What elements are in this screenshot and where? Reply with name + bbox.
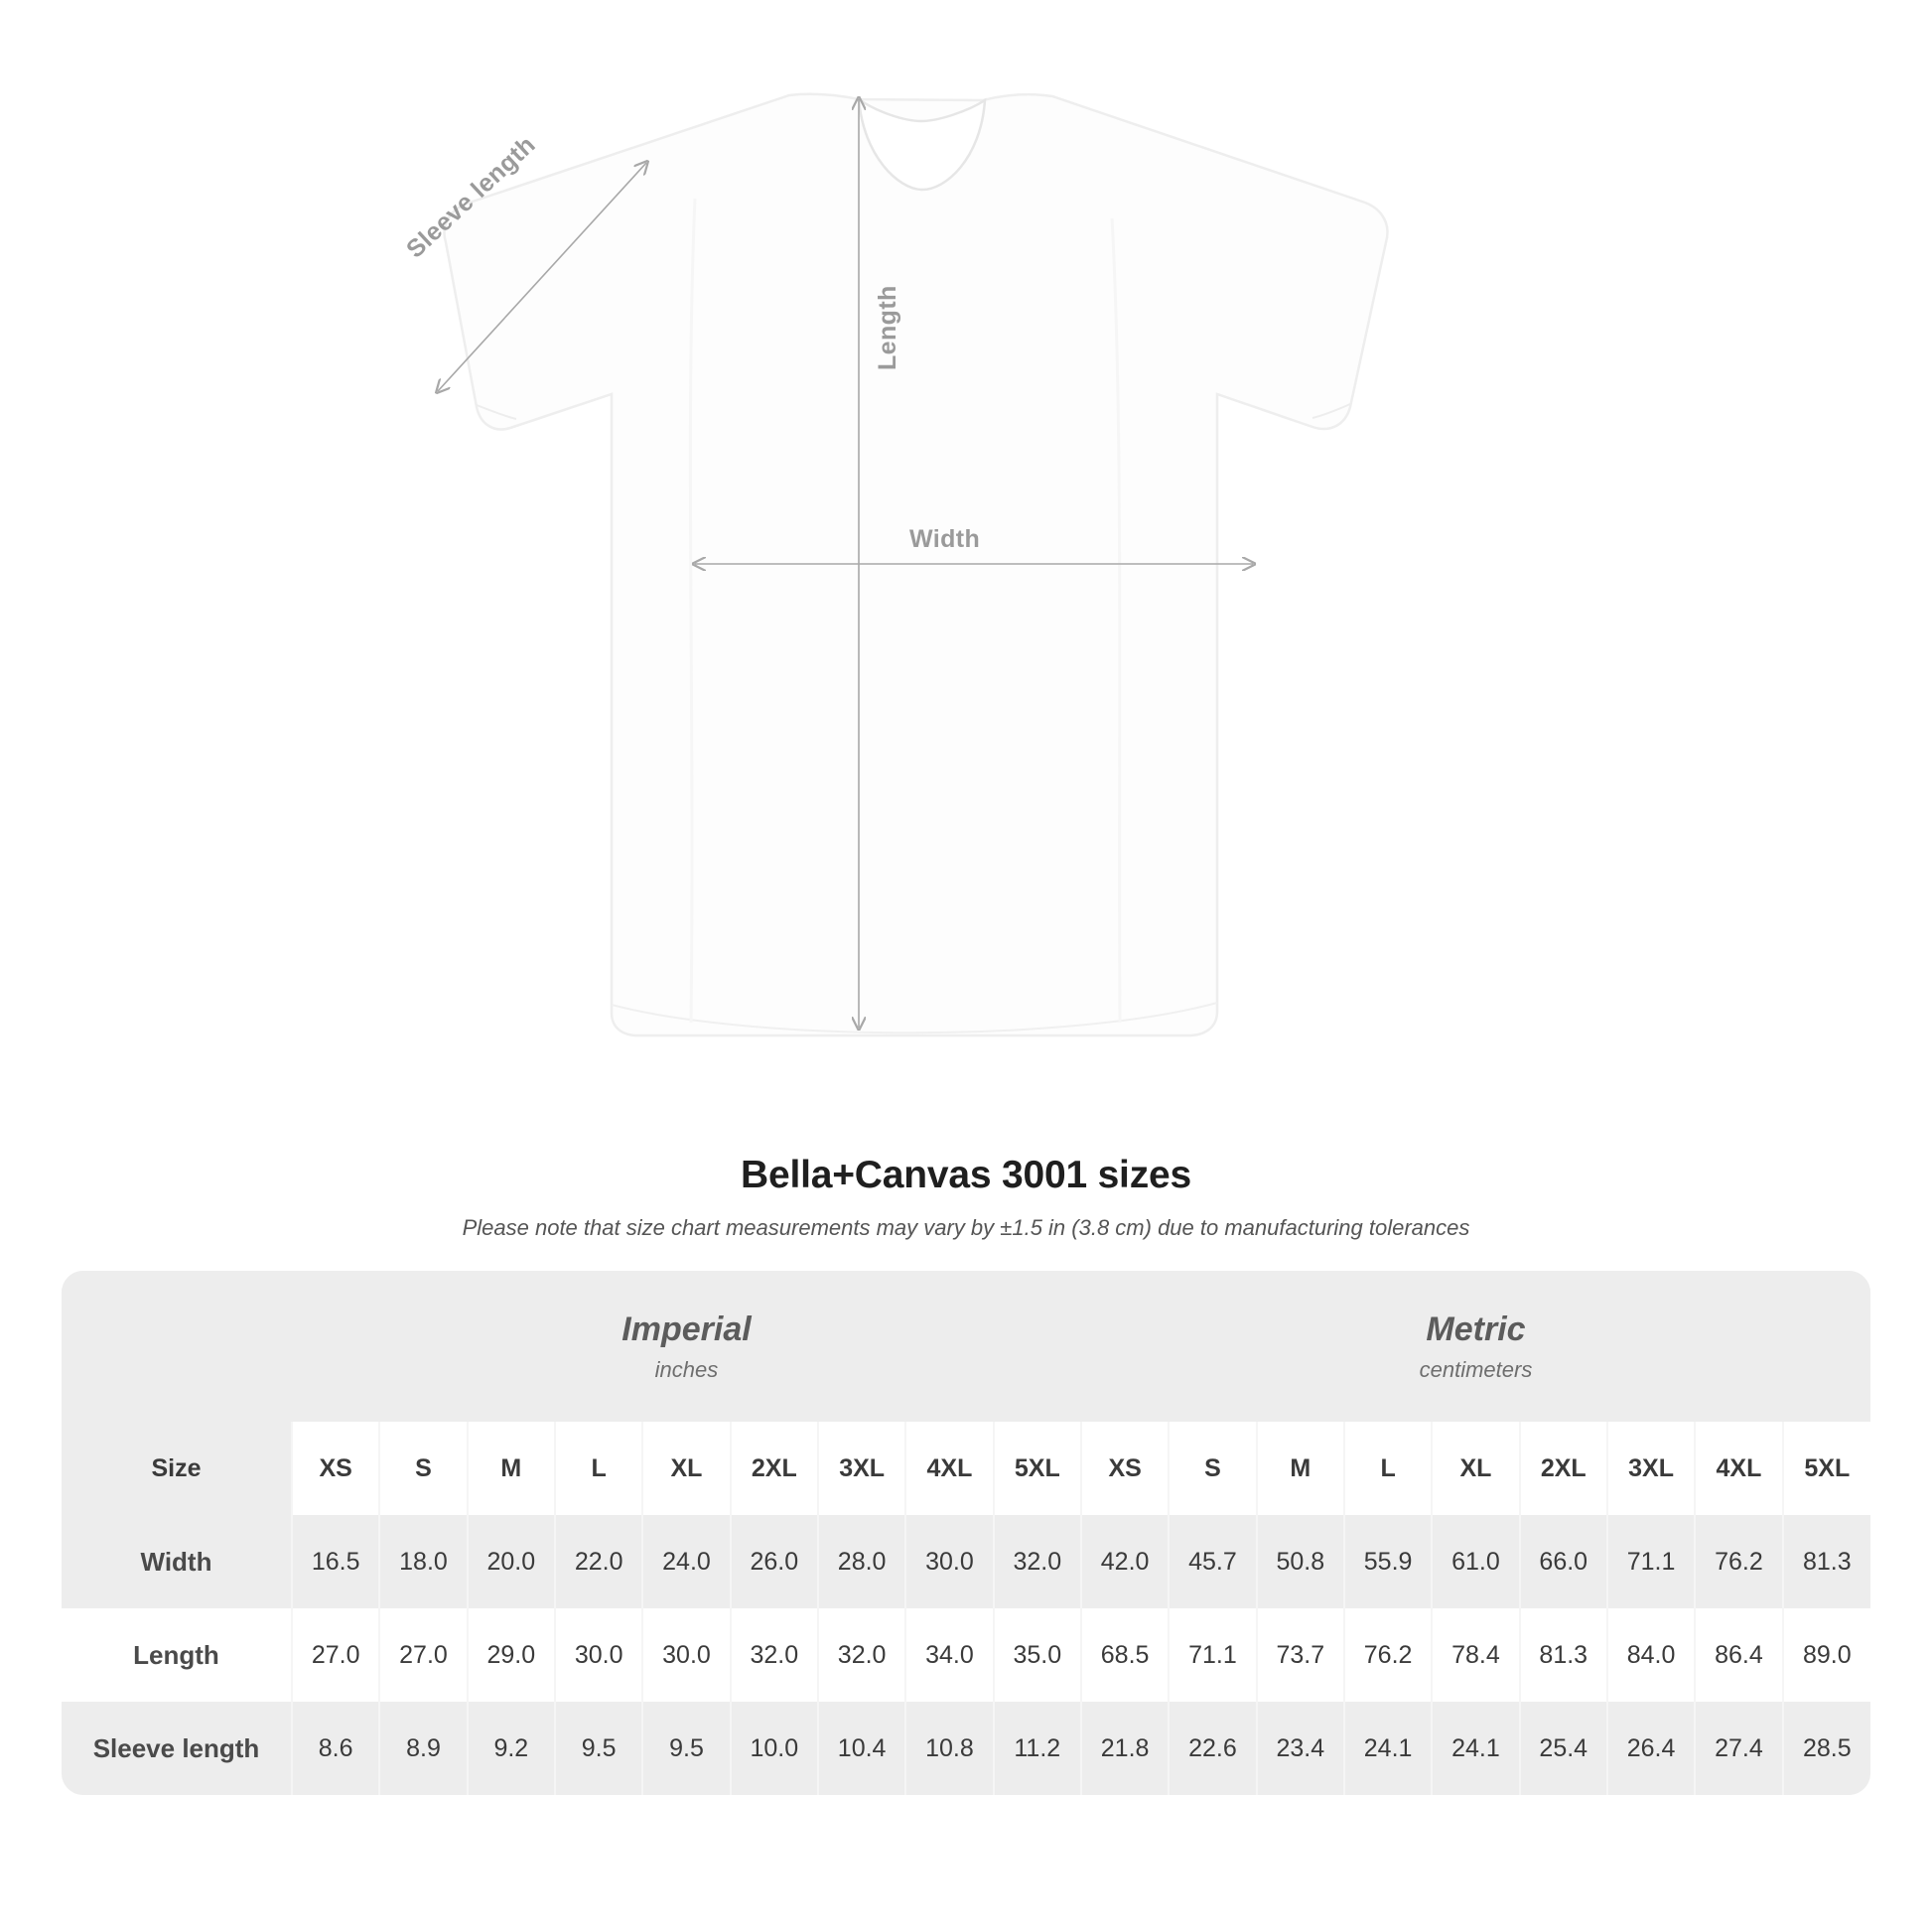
title-block (0, 1154, 1932, 1241)
table-cell: 10.8 (905, 1702, 993, 1795)
size-cell: M (468, 1422, 555, 1515)
unit-imperial-name: Imperial (621, 1310, 752, 1348)
table-cell: 11.2 (994, 1702, 1081, 1795)
table-cell: 30.0 (642, 1608, 730, 1702)
table-cell: 27.0 (379, 1608, 467, 1702)
table-cell: 22.6 (1169, 1702, 1256, 1795)
table-cell: 28.5 (1783, 1702, 1870, 1795)
table-cell: 45.7 (1169, 1515, 1256, 1608)
size-row-label: Size (62, 1422, 292, 1515)
tolerance-note: Please note that size chart measurements may vary by ±1.5 in (3.8 cm) due to manufacturing tolerances (462, 1215, 1470, 1240)
size-cell: 3XL (818, 1422, 905, 1515)
table-row (62, 1515, 1870, 1608)
size-table-container (62, 1271, 1870, 1795)
sleeve-length-label: Sleeve length (401, 130, 541, 264)
size-cell: L (1344, 1422, 1432, 1515)
size-cell: M (1257, 1422, 1344, 1515)
unit-group-imperial (292, 1271, 1081, 1422)
row-label-width: Width (62, 1515, 292, 1608)
table-cell: 73.7 (1257, 1608, 1344, 1702)
table-cell: 21.8 (1081, 1702, 1169, 1795)
table-cell: 23.4 (1257, 1702, 1344, 1795)
table-cell: 71.1 (1169, 1608, 1256, 1702)
table-cell: 76.2 (1695, 1515, 1782, 1608)
table-cell: 28.0 (818, 1515, 905, 1608)
table-cell: 71.1 (1607, 1515, 1695, 1608)
size-cell: XS (292, 1422, 379, 1515)
size-cell: XL (1432, 1422, 1519, 1515)
table-cell: 30.0 (555, 1608, 642, 1702)
table-cell: 66.0 (1520, 1515, 1607, 1608)
table-cell: 29.0 (468, 1608, 555, 1702)
size-header-row (62, 1422, 1870, 1515)
table-cell: 68.5 (1081, 1608, 1169, 1702)
size-cell: S (379, 1422, 467, 1515)
table-cell: 81.3 (1520, 1608, 1607, 1702)
table-row (62, 1702, 1870, 1795)
table-cell: 27.4 (1695, 1702, 1782, 1795)
table-cell: 32.0 (818, 1608, 905, 1702)
table-cell: 22.0 (555, 1515, 642, 1608)
table-cell: 61.0 (1432, 1515, 1519, 1608)
table-cell: 30.0 (905, 1515, 993, 1608)
table-cell: 81.3 (1783, 1515, 1870, 1608)
table-cell: 50.8 (1257, 1515, 1344, 1608)
size-cell: 5XL (994, 1422, 1081, 1515)
unit-metric-name: Metric (1426, 1310, 1526, 1348)
table-cell: 76.2 (1344, 1608, 1432, 1702)
shirt-shape (445, 94, 1388, 1035)
size-cell: 4XL (1695, 1422, 1782, 1515)
table-cell: 16.5 (292, 1515, 379, 1608)
size-cell: 2XL (1520, 1422, 1607, 1515)
table-cell: 35.0 (994, 1608, 1081, 1702)
size-cell: XL (642, 1422, 730, 1515)
table-cell: 9.5 (642, 1702, 730, 1795)
table-cell: 24.0 (642, 1515, 730, 1608)
table-cell: 26.4 (1607, 1702, 1695, 1795)
size-table (62, 1271, 1870, 1795)
size-cell: 2XL (731, 1422, 818, 1515)
unit-imperial-sub: inches (654, 1356, 719, 1382)
table-cell: 84.0 (1607, 1608, 1695, 1702)
table-cell: 89.0 (1783, 1608, 1870, 1702)
row-label-sleeve-length: Sleeve length (62, 1702, 292, 1795)
table-cell: 34.0 (905, 1608, 993, 1702)
size-cell: 4XL (905, 1422, 993, 1515)
table-cell: 8.9 (379, 1702, 467, 1795)
table-cell: 78.4 (1432, 1608, 1519, 1702)
size-cell: L (555, 1422, 642, 1515)
table-cell: 32.0 (731, 1608, 818, 1702)
size-cell: 5XL (1783, 1422, 1870, 1515)
size-cell: 3XL (1607, 1422, 1695, 1515)
table-row (62, 1608, 1870, 1702)
table-cell: 55.9 (1344, 1515, 1432, 1608)
table-cell: 24.1 (1344, 1702, 1432, 1795)
unit-metric-sub: centimeters (1419, 1356, 1533, 1382)
table-cell: 9.5 (555, 1702, 642, 1795)
page-title: Bella+Canvas 3001 sizes (741, 1154, 1191, 1196)
size-cell: XS (1081, 1422, 1169, 1515)
table-cell: 86.4 (1695, 1608, 1782, 1702)
row-label-length: Length (62, 1608, 292, 1702)
table-cell: 9.2 (468, 1702, 555, 1795)
size-cell: S (1169, 1422, 1256, 1515)
table-cell: 42.0 (1081, 1515, 1169, 1608)
table-cell: 25.4 (1520, 1702, 1607, 1795)
unit-spacer (62, 1271, 292, 1422)
table-cell: 10.0 (731, 1702, 818, 1795)
table-cell: 32.0 (994, 1515, 1081, 1608)
table-cell: 18.0 (379, 1515, 467, 1608)
unit-header-row (62, 1271, 1870, 1422)
width-label: Width (909, 525, 981, 553)
table-cell: 8.6 (292, 1702, 379, 1795)
table-cell: 26.0 (731, 1515, 818, 1608)
length-label: Length (874, 285, 901, 370)
table-cell: 27.0 (292, 1608, 379, 1702)
table-cell: 10.4 (818, 1702, 905, 1795)
unit-group-metric (1081, 1271, 1870, 1422)
table-cell: 24.1 (1432, 1702, 1519, 1795)
table-cell: 20.0 (468, 1515, 555, 1608)
